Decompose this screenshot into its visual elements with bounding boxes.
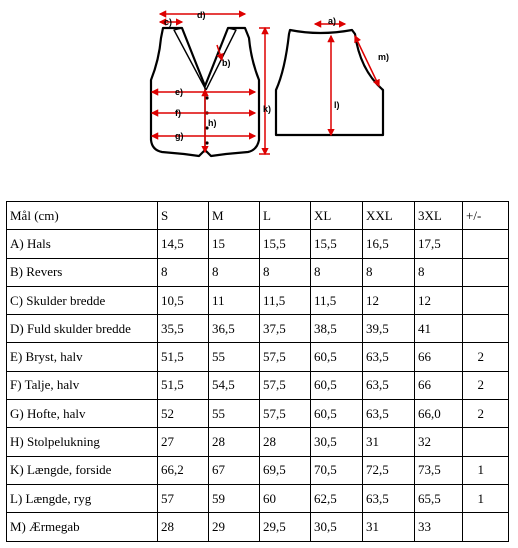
header-cell: S bbox=[158, 202, 209, 230]
size-value-cell: 51,5 bbox=[158, 371, 209, 399]
size-value-cell: 55 bbox=[209, 343, 260, 371]
table-row bbox=[7, 343, 509, 371]
size-value-cell: 51,5 bbox=[158, 343, 209, 371]
size-value-cell: 8 bbox=[415, 258, 463, 286]
size-value-cell: 59 bbox=[209, 484, 260, 512]
size-table bbox=[6, 201, 509, 542]
header-cell: Mål (cm) bbox=[7, 202, 158, 230]
tolerance-cell: 2 bbox=[463, 400, 509, 428]
size-value-cell: 31 bbox=[363, 513, 415, 541]
table-row bbox=[7, 230, 509, 258]
table-row bbox=[7, 315, 509, 343]
measurement-label-cell: L) Længde, ryg bbox=[7, 484, 158, 512]
measurement-label-cell: A) Hals bbox=[7, 230, 158, 258]
size-value-cell: 11 bbox=[209, 286, 260, 314]
table-row bbox=[7, 371, 509, 399]
label-h: h) bbox=[208, 118, 217, 128]
size-value-cell: 11,5 bbox=[260, 286, 311, 314]
vest-back-outline bbox=[276, 30, 383, 135]
label-b: b) bbox=[222, 58, 231, 68]
size-value-cell: 55 bbox=[209, 400, 260, 428]
size-value-cell: 15,5 bbox=[260, 230, 311, 258]
table-row bbox=[7, 286, 509, 314]
size-value-cell: 31 bbox=[363, 428, 415, 456]
label-m: m) bbox=[378, 52, 389, 62]
tolerance-cell: 2 bbox=[463, 343, 509, 371]
size-value-cell: 38,5 bbox=[311, 315, 363, 343]
size-value-cell: 52 bbox=[158, 400, 209, 428]
size-value-cell: 72,5 bbox=[363, 456, 415, 484]
measurement-label-cell: G) Hofte, halv bbox=[7, 400, 158, 428]
size-value-cell: 11,5 bbox=[311, 286, 363, 314]
size-value-cell: 30,5 bbox=[311, 428, 363, 456]
size-value-cell: 28 bbox=[260, 428, 311, 456]
size-value-cell: 65,5 bbox=[415, 484, 463, 512]
size-value-cell: 57,5 bbox=[260, 371, 311, 399]
size-value-cell: 60,5 bbox=[311, 371, 363, 399]
label-a: a) bbox=[328, 16, 337, 26]
size-value-cell: 15 bbox=[209, 230, 260, 258]
size-value-cell: 8 bbox=[260, 258, 311, 286]
header-cell: XXL bbox=[363, 202, 415, 230]
size-value-cell: 57,5 bbox=[260, 343, 311, 371]
measurement-label-cell: K) Længde, forside bbox=[7, 456, 158, 484]
size-value-cell: 28 bbox=[209, 428, 260, 456]
tolerance-cell: 1 bbox=[463, 484, 509, 512]
size-value-cell: 12 bbox=[415, 286, 463, 314]
size-value-cell: 66,2 bbox=[158, 456, 209, 484]
size-value-cell: 29 bbox=[209, 513, 260, 541]
size-value-cell: 10,5 bbox=[158, 286, 209, 314]
size-value-cell: 63,5 bbox=[363, 371, 415, 399]
label-l: l) bbox=[334, 100, 340, 110]
size-value-cell: 60 bbox=[260, 484, 311, 512]
tolerance-cell bbox=[463, 513, 509, 541]
tolerance-cell bbox=[463, 258, 509, 286]
size-value-cell: 57,5 bbox=[260, 400, 311, 428]
header-cell: L bbox=[260, 202, 311, 230]
table-row bbox=[7, 400, 509, 428]
measurement-label-cell: H) Stolpelukning bbox=[7, 428, 158, 456]
size-value-cell: 60,5 bbox=[311, 400, 363, 428]
tolerance-cell: 2 bbox=[463, 371, 509, 399]
size-value-cell: 37,5 bbox=[260, 315, 311, 343]
size-value-cell: 27 bbox=[158, 428, 209, 456]
measurement-label-cell: E) Bryst, halv bbox=[7, 343, 158, 371]
vest-measurement-diagram bbox=[0, 0, 518, 200]
size-value-cell: 33 bbox=[415, 513, 463, 541]
header-cell: M bbox=[209, 202, 260, 230]
size-value-cell: 60,5 bbox=[311, 343, 363, 371]
size-value-cell: 29,5 bbox=[260, 513, 311, 541]
size-value-cell: 69,5 bbox=[260, 456, 311, 484]
table-row bbox=[7, 258, 509, 286]
size-value-cell: 66 bbox=[415, 343, 463, 371]
size-value-cell: 39,5 bbox=[363, 315, 415, 343]
label-f: f) bbox=[175, 108, 181, 118]
size-value-cell: 70,5 bbox=[311, 456, 363, 484]
size-value-cell: 8 bbox=[209, 258, 260, 286]
size-value-cell: 12 bbox=[363, 286, 415, 314]
size-value-cell: 66 bbox=[415, 371, 463, 399]
size-value-cell: 63,5 bbox=[363, 343, 415, 371]
size-value-cell: 8 bbox=[158, 258, 209, 286]
size-value-cell: 73,5 bbox=[415, 456, 463, 484]
size-value-cell: 8 bbox=[311, 258, 363, 286]
size-value-cell: 66,0 bbox=[415, 400, 463, 428]
size-value-cell: 17,5 bbox=[415, 230, 463, 258]
size-value-cell: 8 bbox=[363, 258, 415, 286]
size-value-cell: 30,5 bbox=[311, 513, 363, 541]
label-k: k) bbox=[263, 104, 272, 114]
size-value-cell: 54,5 bbox=[209, 371, 260, 399]
size-value-cell: 32 bbox=[415, 428, 463, 456]
label-c: c) bbox=[164, 17, 173, 27]
table-row bbox=[7, 456, 509, 484]
size-value-cell: 15,5 bbox=[311, 230, 363, 258]
size-value-cell: 63,5 bbox=[363, 484, 415, 512]
tolerance-cell bbox=[463, 286, 509, 314]
label-g: g) bbox=[175, 131, 184, 141]
size-value-cell: 57 bbox=[158, 484, 209, 512]
tolerance-cell bbox=[463, 428, 509, 456]
measurement-label-cell: C) Skulder bredde bbox=[7, 286, 158, 314]
tolerance-cell: 1 bbox=[463, 456, 509, 484]
tolerance-cell bbox=[463, 315, 509, 343]
size-value-cell: 41 bbox=[415, 315, 463, 343]
header-cell: XL bbox=[311, 202, 363, 230]
table-row bbox=[7, 484, 509, 512]
size-value-cell: 63,5 bbox=[363, 400, 415, 428]
measurement-label-cell: M) Ærmegab bbox=[7, 513, 158, 541]
table-row bbox=[7, 513, 509, 541]
size-value-cell: 14,5 bbox=[158, 230, 209, 258]
measurement-label-cell: F) Talje, halv bbox=[7, 371, 158, 399]
tolerance-cell bbox=[463, 230, 509, 258]
label-d: d) bbox=[197, 10, 206, 20]
label-e: e) bbox=[175, 87, 184, 97]
size-value-cell: 35,5 bbox=[158, 315, 209, 343]
header-cell: 3XL bbox=[415, 202, 463, 230]
size-value-cell: 62,5 bbox=[311, 484, 363, 512]
header-cell: +/- bbox=[463, 202, 509, 230]
measurement-label-cell: D) Fuld skulder bredde bbox=[7, 315, 158, 343]
size-value-cell: 36,5 bbox=[209, 315, 260, 343]
size-value-cell: 28 bbox=[158, 513, 209, 541]
table-header-row bbox=[7, 202, 509, 230]
size-value-cell: 67 bbox=[209, 456, 260, 484]
table-row bbox=[7, 428, 509, 456]
size-value-cell: 16,5 bbox=[363, 230, 415, 258]
measurement-label-cell: B) Revers bbox=[7, 258, 158, 286]
